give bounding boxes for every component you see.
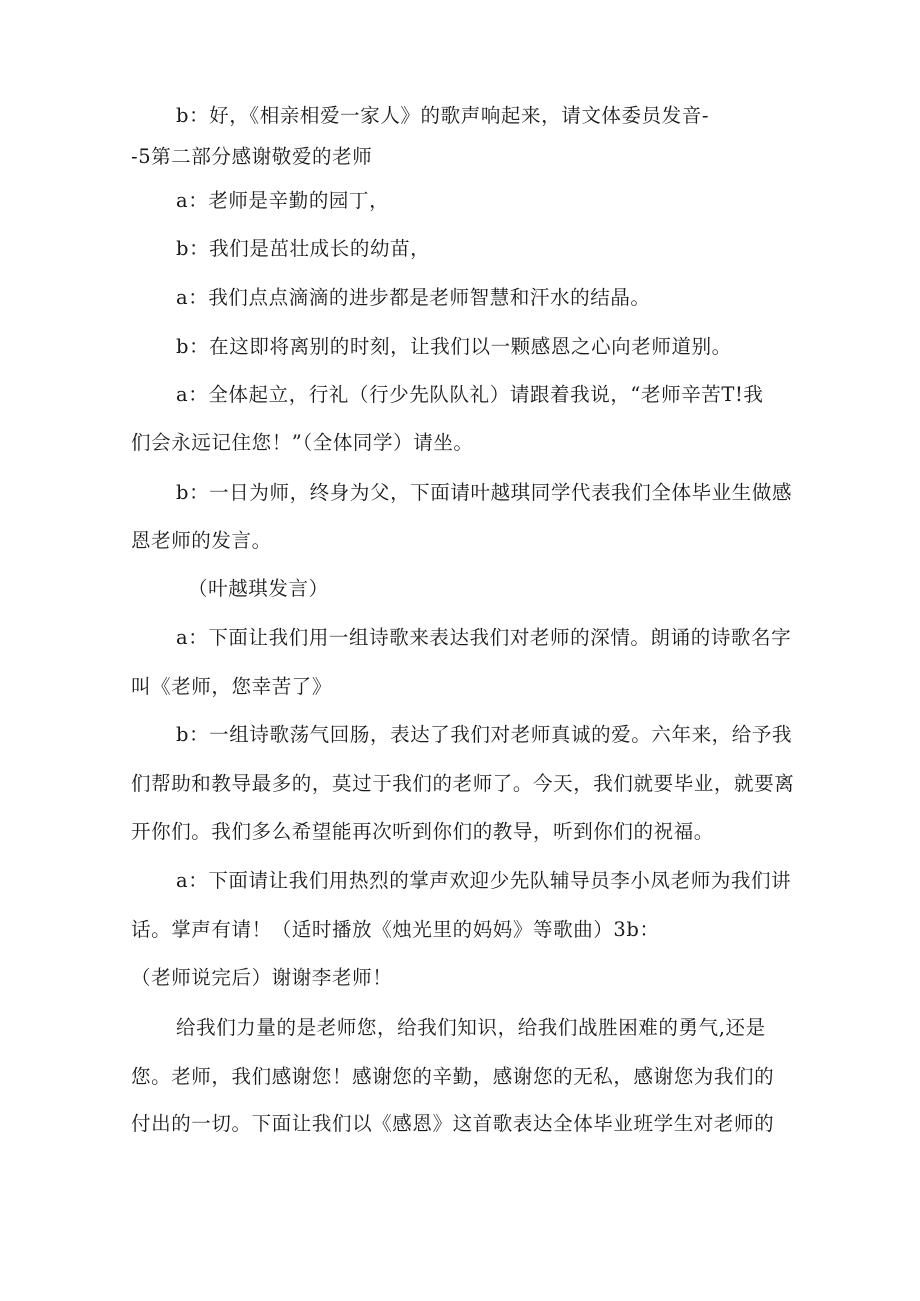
text-line: a：下面让我们用一组诗歌来表达我们对老师的深情。朗诵的诗歌名字 xyxy=(176,626,792,649)
text-line: b：在这即将离别的时刻，让我们以一颗感恩之心向老师道别。 xyxy=(176,335,732,358)
text-line: b：一组诗歌荡气回肠，表达了我们对老师真诚的爱。六年来，给予我 xyxy=(176,723,793,746)
text-line: a：下面请让我们用热烈的掌声欢迎少先队辅导员李小凤老师为我们讲 xyxy=(176,869,792,892)
text-line: b：一日为师，终身为父，下面请叶越琪同学代表我们全体毕业生做感 xyxy=(176,481,793,504)
text-line: 开你们。我们多么希望能再次听到你们的教导，听到你们的祝福。 xyxy=(131,820,714,843)
text-line: a：全体起立，行礼（行少先队队礼）请跟着我说，“老师辛苦T!我 xyxy=(176,383,764,406)
text-line: （叶越琪发言） xyxy=(188,577,329,600)
text-line: -5第二部分感谢敬爱的老师 xyxy=(131,145,373,168)
text-line: 付出的一切。下面让我们以《感恩》这首歌表达全体毕业班学生对老师的 xyxy=(131,1112,775,1135)
text-line: （老师说完后）谢谢李老师！ xyxy=(131,966,393,989)
text-line: 话。掌声有请！（适时播放《烛光里的妈妈》等歌曲）3b： xyxy=(131,918,660,941)
text-line: 恩老师的发言。 xyxy=(131,529,272,552)
text-line: 叫《老师，您幸苦了》 xyxy=(131,675,333,698)
text-line: b：好，《相亲相爱一家人》的歌声响起来，请文体委员发音- xyxy=(176,104,710,127)
text-line: 给我们力量的是老师您，给我们知识，给我们战胜困难的勇气,还是 xyxy=(176,1016,766,1039)
text-line: 们会永远记住您！”（全体同学）请坐。 xyxy=(131,431,474,454)
text-line: 您。老师，我们感谢您！感谢您的辛勤，感谢您的无私，感谢您为我们的 xyxy=(131,1065,775,1088)
text-line: a：我们点点滴滴的进步都是老师智慧和汗水的结晶。 xyxy=(176,286,651,309)
text-line: 们帮助和教导最多的，莫过于我们的老师了。今天，我们就要毕业，就要离 xyxy=(131,772,795,795)
text-line: a：老师是辛勤的园丁， xyxy=(176,189,390,212)
text-line: b：我们是茁壮成长的幼苗， xyxy=(176,237,431,260)
